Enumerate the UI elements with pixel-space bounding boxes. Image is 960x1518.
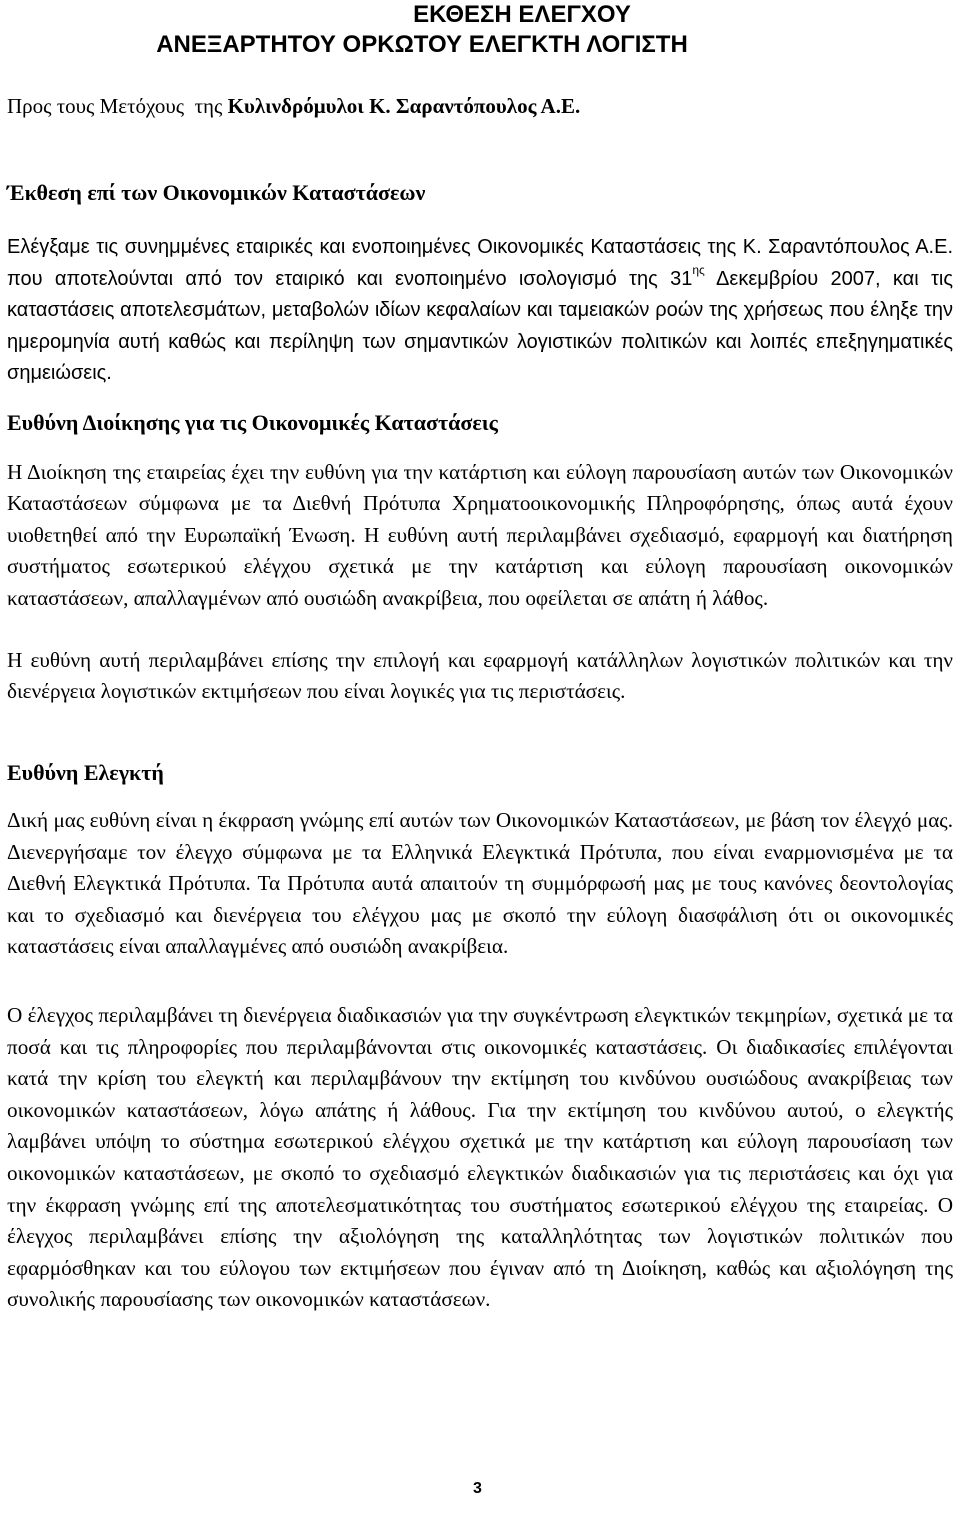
intro-superscript: ης	[692, 262, 705, 277]
page-number: 3	[473, 1480, 482, 1497]
report-title: Έκθεση επί των Οικονομικών Καταστάσεων	[7, 180, 426, 205]
intro-text-b: Δεκεμβρίου 2007, και τις καταστάσεις αποτελεσμάτων, μεταβολών ιδίων κεφαλαίων και ταμειακών ροών της χρήσεως που έληξε την ημερομηνία αυτή καθώς και περίληψη των σημαντικών λογιστικών πολιτικών και λοιπές επεξηγηματικές σημειώσεις.	[7, 267, 954, 385]
management-paragraph-1: Η Διοίκηση της εταιρείας έχει την ευθύνη για την κατάρτιση και εύλογη παρουσίαση αυτών των Οικονομικών Καταστάσεων σύμφωνα με τα Διεθνή Πρότυπα Χρηματοοικονομικής Πληροφόρησης, όπως αυτά έχουν υιοθετηθεί από την Ευρωπαϊκή Ένωση. Η ευθύνη αυτή περιλαμβάνει σχεδιασμό, εφαρμογή και διατήρηση συστήματος εσωτερικού ελέγχου σχετικά με την κατάρτιση και εύλογη παρουσίαση οικονομικών καταστάσεων, απαλλαγμένων από ουσιώδη ανακρίβεια, που οφείλεται σε απάτη ή λάθος.	[7, 460, 953, 610]
intro-paragraph	[7, 232, 953, 390]
intro-text-a: Ελέγξαμε τις συνημμένες εταιρικές και ενοποιημένες Οικονομικές Καταστάσεις της Κ. Σαραντόπουλος Α.Ε. που αποτελούνται από τον εταιρικό και ενοποιημένο ισολογισμό της 31	[7, 236, 953, 290]
auditor-paragraph-1: Δική μας ευθύνη είναι η έκφραση γνώμης επί αυτών των Οικονομικών Καταστάσεων, με βάση τον έλεγχό μας. Διενεργήσαμε τον έλεγχο σύμφωνα με τα Ελληνικά Ελεγκτικά Πρότυπα, που είναι εναρμονισμένα με τα Διεθνή Ελεγκτικά Πρότυπα. Τα Πρότυπα αυτά απαιτούν τη συμμόρφωσή μας με τους κανόνες δεοντολογίας και το σχεδιασμό και διενέργεια του ελέγχου μας με σκοπό την εύλογη διασφάλιση ότι οι οικονομικές καταστάσεις είναι απαλλαγμένες από ουσιώδη ανακρίβεια.	[7, 808, 953, 959]
addressee-line	[7, 94, 580, 119]
addressee-prefix: Προς τους Μετόχους της	[7, 94, 228, 118]
management-paragraph-2: Η ευθύνη αυτή περιλαμβάνει επίσης την επιλογή και εφαρμογή κατάλληλων λογιστικών πολιτικών και την διενέργεια λογιστικών εκτιμήσεων που είναι λογικές για τις περιστάσεις.	[7, 648, 953, 704]
auditor-paragraph-2: Ο έλεγχος περιλαμβάνει τη διενέργεια διαδικασιών για την συγκέντρωση ελεγκτικών τεκμηρίων, σχετικά με τα ποσά και τις πληροφορίες που περιλαμβάνονται στις οικονομικές καταστάσεις. Οι διαδικασίες επιλέγονται κατά την κρίση του ελεγκτή και περιλαμβάνουν την εκτίμηση του κινδύνου ουσιώδους ανακρίβειας των οικονομικών καταστάσεων, λόγω απάτης ή λάθους. Για την εκτίμηση του κινδύνου αυτού, ο ελεγκτής λαμβάνει υπόψη το σύστημα εσωτερικού ελέγχου σχετικά με την κατάρτιση και εύλογη παρουσίαση των οικονομικών καταστάσεων, με σκοπό το σχεδιασμό ελεγκτικών διαδικασιών για τις περιστάσεις και όχι για την έκφραση γνώμης επί της αποτελεσματικότητας του συστήματος εσωτερικού ελέγχου της εταιρείας. Ο έλεγχος περιλαμβάνει επίσης την αξιολόγηση της καταλληλότητας των λογιστικών πολιτικών που εφαρμόσθηκαν και του εύλογου των εκτιμήσεων που έγιναν από τη Διοίκηση, καθώς και αξιολόγηση της συνολικής παρουσίασης των οικονομικών καταστάσεων.	[7, 1003, 953, 1312]
auditor-heading: Ευθύνη Ελεγκτή	[7, 760, 164, 785]
report-header-subtitle: ΑΝΕΞΑΡΤΗΤΟΥ ΟΡΚΩΤΟΥ ΕΛΕΓΚΤΗ ΛΟΓΙΣΤΗ	[156, 31, 688, 58]
management-heading: Ευθύνη Διοίκησης για τις Οικονομικές Καταστάσεις	[7, 410, 498, 435]
report-header-title: ΕΚΘΕΣΗ ΕΛΕΓΧΟΥ	[413, 1, 631, 28]
addressee-company: Κυλινδρόμυλοι Κ. Σαραντόπουλος Α.Ε.	[227, 94, 581, 118]
